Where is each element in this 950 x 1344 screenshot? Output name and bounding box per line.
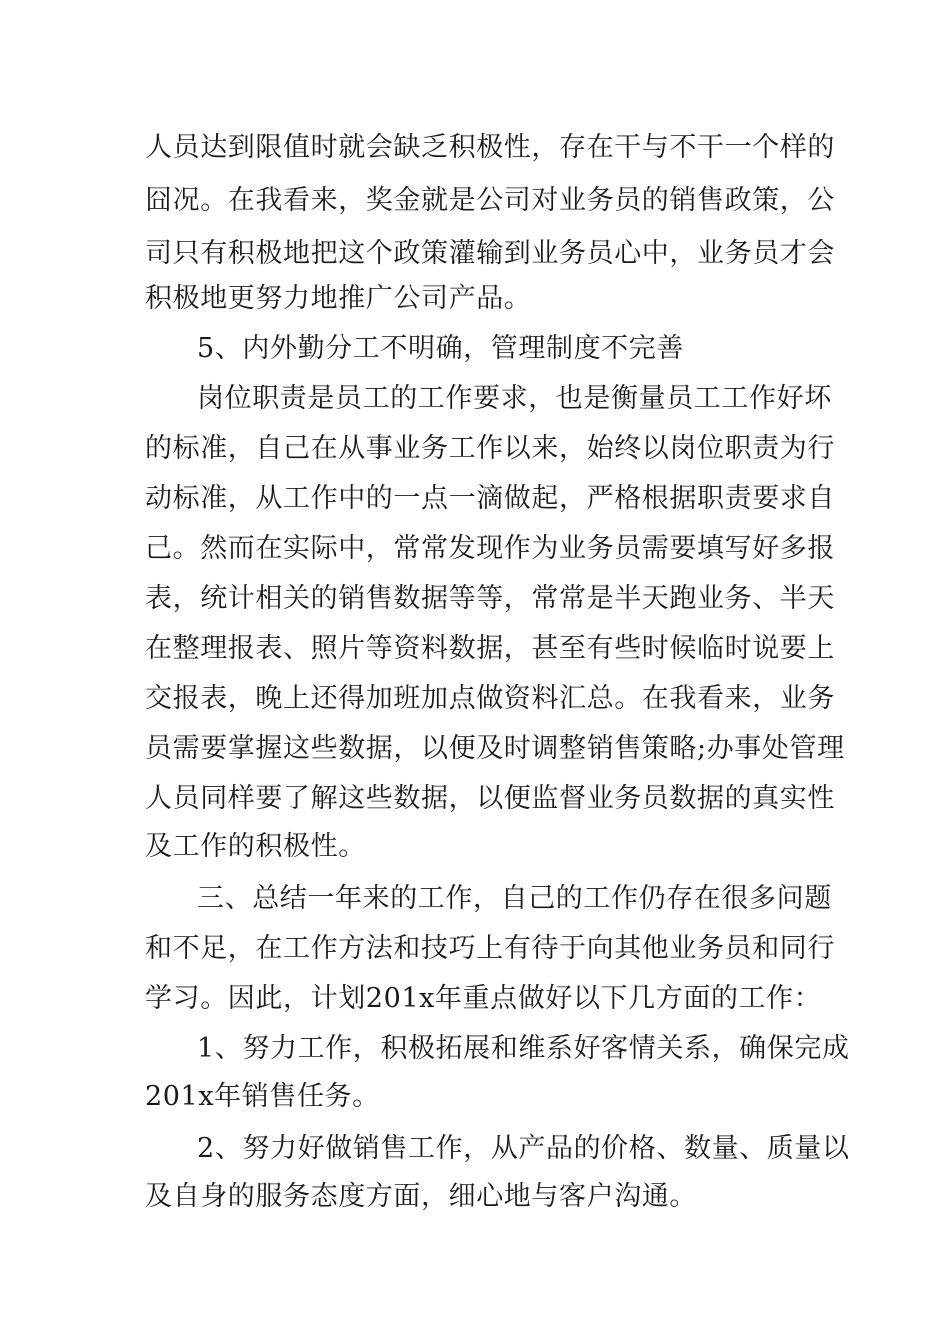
list-item: 2、努力好做销售工作，从产品的价格、数量、质量以: [197, 1133, 850, 1164]
text-line: 三、总结一年来的工作，自己的工作仍存在很多问题: [197, 883, 832, 914]
text-line: 学习。因此，计划201x年重点做好以下几方面的工作：: [145, 983, 822, 1014]
text-line: 201x年销售任务。: [145, 1081, 380, 1112]
text-line: 动标准，从工作中的一点一滴做起，严格根据职责要求自: [145, 483, 835, 514]
text-line: 的标准，自己在从事业务工作以来，始终以岗位职责为行: [145, 433, 835, 464]
text-line: 囧况。在我看来，奖金就是公司对业务员的销售政策，公: [145, 185, 835, 216]
text-line: 及工作的积极性。: [145, 831, 366, 862]
text-line: 岗位职责是员工的工作要求，也是衡量员工工作好坏: [197, 383, 832, 414]
section-heading: 5、内外勤分工不明确，管理制度不完善: [197, 333, 684, 364]
text-line: 表，统计相关的销售数据等等，常常是半天跑业务、半天: [145, 583, 835, 614]
text-line: 和不足，在工作方法和技巧上有待于向其他业务员和同行: [145, 933, 835, 964]
text-line: 人员达到限值时就会缺乏积极性，存在干与不干一个样的: [145, 132, 835, 163]
text-line: 人员同样要了解这些数据，以便监督业务员数据的真实性: [145, 783, 835, 814]
text-line: 及自身的服务态度方面，细心地与客户沟通。: [145, 1181, 697, 1212]
text-line: 己。然而在实际中，常常发现作为业务员需要填写好多报: [145, 533, 835, 564]
text-line: 司只有积极地把这个政策灌输到业务员心中，业务员才会: [145, 238, 835, 269]
text-line: 积极地更努力地推广公司产品。: [145, 283, 532, 314]
list-item: 1、努力工作，积极拓展和维系好客情关系，确保完成: [197, 1033, 850, 1064]
text-line: 员需要掌握这些数据，以便及时调整销售策略;办事处管理: [145, 733, 845, 764]
text-line: 在整理报表、照片等资料数据，甚至有些时候临时说要上: [145, 633, 835, 664]
text-line: 交报表，晚上还得加班加点做资料汇总。在我看来，业务: [145, 683, 835, 714]
